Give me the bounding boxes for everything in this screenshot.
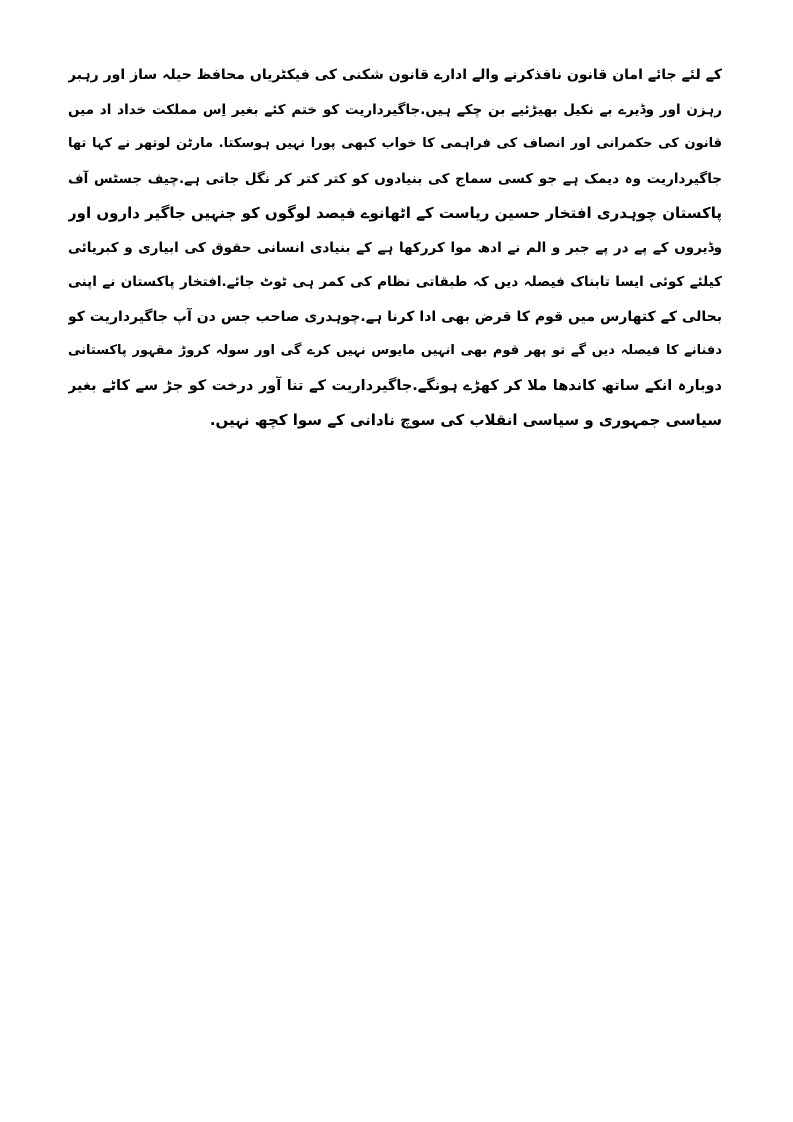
text-line-5: پاکستان چوہدری افتخار حسین ریاست کے اٹھانوے فیصد لوگوں کو جنہیں جاگیر داروں اور [68, 204, 722, 222]
text-line-6: وڈیروں کے پے در پے جبر و الم نے ادھ موا کررکھا ہے کے بنیادی انسانی حقوق کی ابیاری و کبریائی [68, 239, 722, 256]
text-line-3: قانون کی حکمرانی اور انصاف کی فراہمی کا خواب کبھی پورا نہیں ہوسکتا. مارٹن لوتھر نے کہا تھا [68, 136, 722, 151]
text-line-7: کیلئے کوئی ایسا تابناک فیصلہ دیں کہ طبقاتی نظام کی کمر ہی ٹوٹ جائے.افتخار پاکستان نے اپنی [68, 274, 722, 290]
text-line-11: سیاسی جمہوری و سیاسی انقلاب کی سوچ نادانی کے سوا کچھ نہیں. [209, 411, 722, 429]
text-line-9: دفنانے کا فیصلہ دیں گے تو پھر قوم بھی انہیں مایوس نہیں کرے گی اور سولہ کروڑ مقہور پاکستانی [68, 343, 722, 358]
text-line-1: کے لئے جائے امان قانون نافذکرنے والے ادارے قانون شکنی کی فیکٹریاں محافظ حیلہ ساز اور رہبر [68, 67, 722, 83]
text-line-10: دوبارہ انکے ساتھ کاندھا ملا کر کھڑے ہونگے.جاگیرداریت کے تنا آور درخت کو جڑ سے کاٹے بغیر [68, 377, 722, 394]
text-line-2: رہزن اور وڈیرے بے نکیل بھیڑئیے بن چکے ہیں.جاگیرداریت کو ختم کئے بغیر اِس مملکت خداد اد میں [68, 101, 722, 118]
text-line-4: جاگیرداریت وہ دیمک ہے جو کسی سماج کی بنیادوں کو کتر کتر کر نگل جاتی ہے.چیف جسٹس آف [68, 170, 722, 187]
article-body [68, 58, 722, 438]
text-line-8: بحالی کے کتھارس میں قوم کا قرض بھی ادا کرنا ہے.چوہدری صاحب جس دن آپ جاگیرداریت کو [68, 308, 722, 325]
